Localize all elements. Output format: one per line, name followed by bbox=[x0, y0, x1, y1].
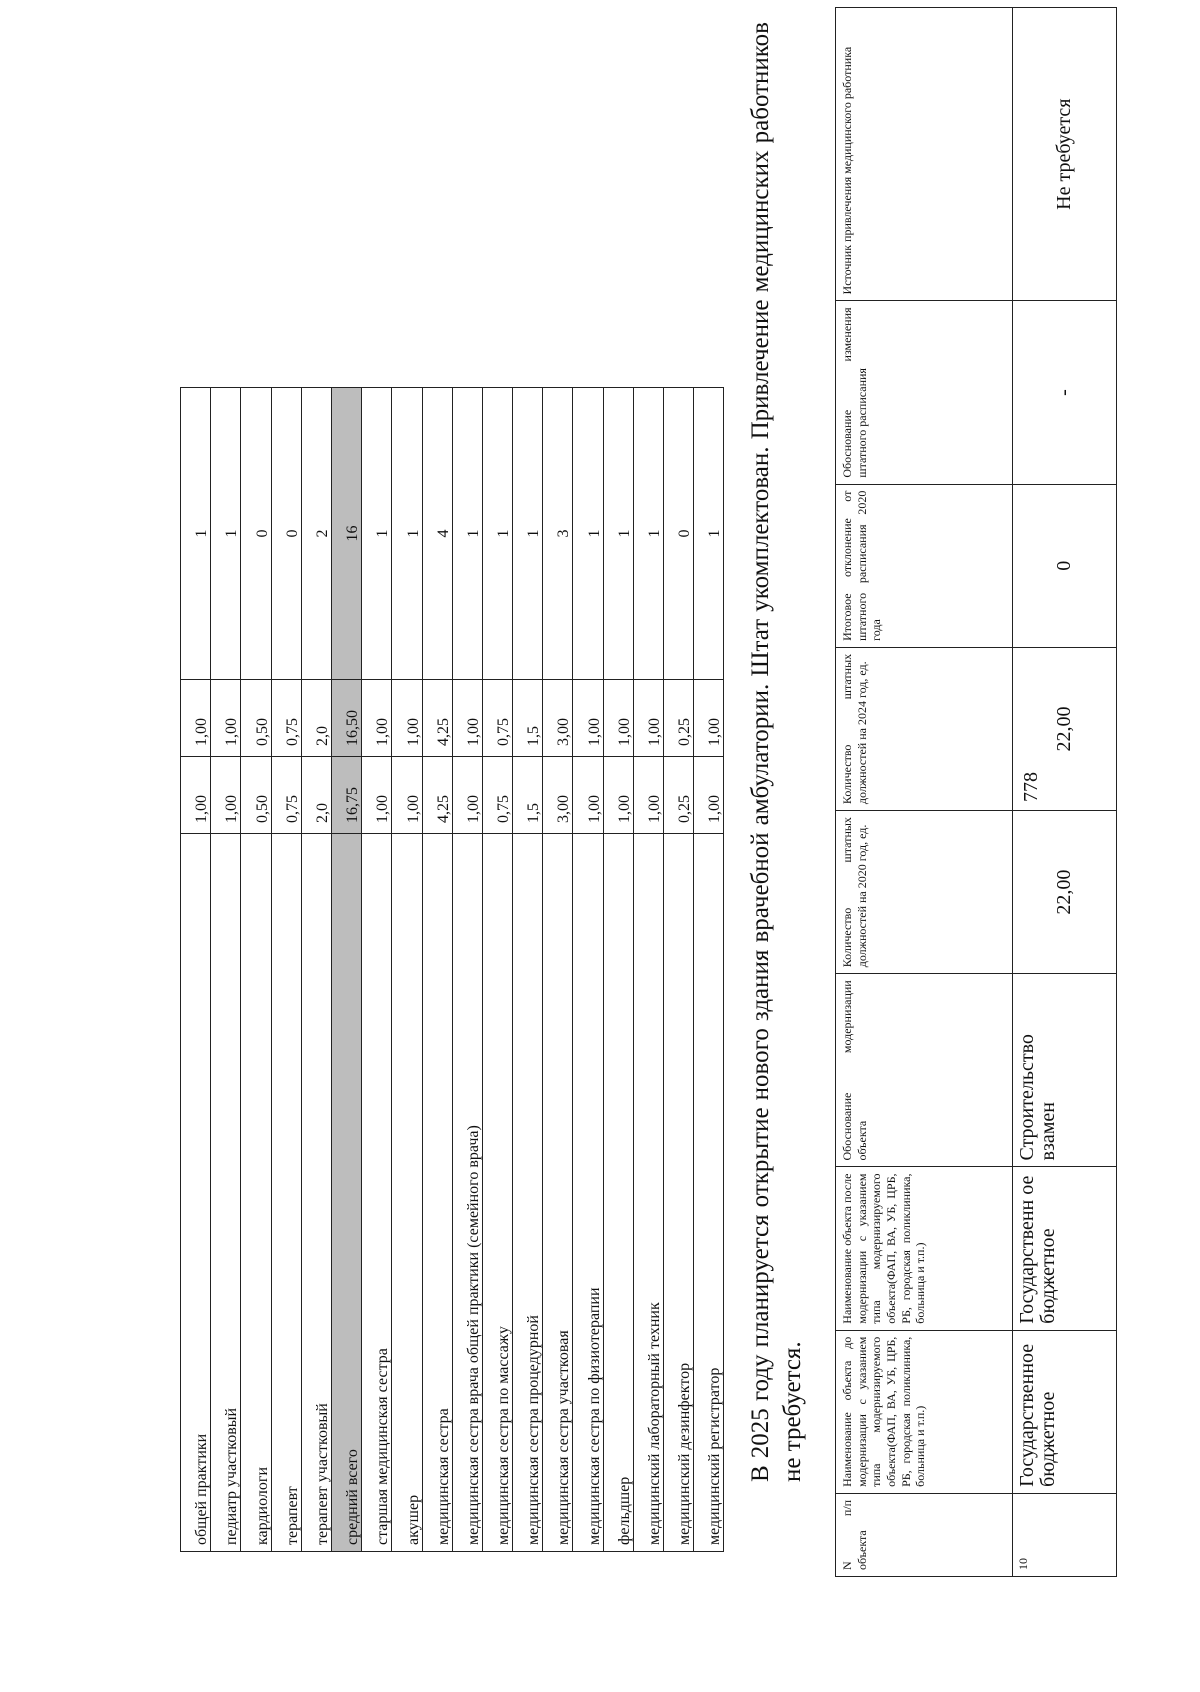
staff-2020-cell: 16,75 bbox=[331, 757, 361, 834]
staff-count-cell: 0 bbox=[271, 388, 301, 680]
staff-2024-cell: 0,75 bbox=[482, 680, 512, 757]
table-row bbox=[301, 388, 331, 1552]
table-row bbox=[181, 388, 211, 1552]
position-name-cell: медицинский лабораторный техник bbox=[633, 834, 663, 1552]
position-name-cell: медицинский регистратор bbox=[694, 834, 724, 1552]
position-name-cell: медицинская сестра по массажу bbox=[482, 834, 512, 1552]
position-name-cell: медицинская сестра по физиотерапии bbox=[573, 834, 603, 1552]
staff-2020-cell: 1,00 bbox=[573, 757, 603, 834]
staff-2024-cell: 1,00 bbox=[603, 680, 633, 757]
header-modernization-reason: Обоснование модернизации объекта bbox=[836, 974, 1013, 1167]
header-recruitment-source: Источник привлечения медицинского работника bbox=[836, 8, 1013, 301]
position-name-cell: общей практики bbox=[181, 834, 211, 1552]
staff-count-cell: 1 bbox=[452, 388, 482, 680]
staffing-table bbox=[180, 387, 724, 1552]
page-number: 778 bbox=[1020, 772, 1042, 802]
staff-2020-cell: 1,00 bbox=[694, 757, 724, 834]
table-row bbox=[452, 388, 482, 1552]
staff-count-cell: 1 bbox=[392, 388, 422, 680]
staff-2024-cell: 1,00 bbox=[694, 680, 724, 757]
staff-count-cell: 0 bbox=[241, 388, 271, 680]
staff-2020-cell: 3,00 bbox=[543, 757, 573, 834]
staff-count-cell: 1 bbox=[603, 388, 633, 680]
staff-count-cell: 2 bbox=[301, 388, 331, 680]
table-row bbox=[513, 388, 543, 1552]
staff-2024-cell: 1,00 bbox=[362, 680, 392, 757]
staff-2020-cell: 1,00 bbox=[633, 757, 663, 834]
table-row bbox=[331, 388, 361, 1552]
position-name-cell: медицинский дезинфектор bbox=[664, 834, 694, 1552]
staff-2024-cell: 2,0 bbox=[301, 680, 331, 757]
cell-object-before: Государственное бюджетное bbox=[1013, 1330, 1117, 1493]
cell-staff-2020: 22,00 bbox=[1013, 811, 1117, 974]
staff-count-cell: 1 bbox=[633, 388, 663, 680]
staff-2020-cell: 1,00 bbox=[362, 757, 392, 834]
staff-2024-cell: 4,25 bbox=[422, 680, 452, 757]
staff-count-cell: 0 bbox=[664, 388, 694, 680]
staff-count-cell: 3 bbox=[543, 388, 573, 680]
table-row bbox=[603, 388, 633, 1552]
staff-2024-cell: 1,5 bbox=[513, 680, 543, 757]
staff-2020-cell: 0,75 bbox=[482, 757, 512, 834]
staff-2020-cell: 1,00 bbox=[603, 757, 633, 834]
staff-2020-cell: 1,00 bbox=[452, 757, 482, 834]
staff-count-cell: 1 bbox=[513, 388, 543, 680]
table-row bbox=[422, 388, 452, 1552]
position-name-cell: акушер bbox=[392, 834, 422, 1552]
cell-modernization-reason: Строительство взамен bbox=[1013, 974, 1117, 1167]
table-row bbox=[482, 388, 512, 1552]
table-row bbox=[362, 388, 392, 1552]
staff-2024-cell: 1,00 bbox=[392, 680, 422, 757]
table-row bbox=[664, 388, 694, 1552]
staff-count-cell: 1 bbox=[181, 388, 211, 680]
staff-count-cell: 1 bbox=[362, 388, 392, 680]
staff-2024-cell: 1,00 bbox=[181, 680, 211, 757]
position-name-cell: медицинская сестра процедурной bbox=[513, 834, 543, 1552]
staff-count-cell: 16 bbox=[331, 388, 361, 680]
cell-staff-2024: 22,00 bbox=[1013, 647, 1117, 810]
staff-2020-cell: 2,0 bbox=[301, 757, 331, 834]
staff-2024-cell: 3,00 bbox=[543, 680, 573, 757]
staff-2024-cell: 1,00 bbox=[211, 680, 241, 757]
cell-object-number: 10 bbox=[1013, 1493, 1117, 1576]
staff-2020-cell: 0,50 bbox=[241, 757, 271, 834]
staff-2020-cell: 1,00 bbox=[211, 757, 241, 834]
staff-2024-cell: 0,50 bbox=[241, 680, 271, 757]
cell-change-reason: - bbox=[1013, 301, 1117, 484]
position-name-cell: медицинская сестра участковая bbox=[543, 834, 573, 1552]
table-row bbox=[392, 388, 422, 1552]
cell-deviation: 0 bbox=[1013, 484, 1117, 647]
staff-count-cell: 1 bbox=[573, 388, 603, 680]
body-paragraph: В 2025 году планируется открытие нового здания врачебной амбулатории. Штат укомплектован. Привлечение медицинских работников не требуется. bbox=[747, 22, 806, 1482]
table-row bbox=[573, 388, 603, 1552]
staff-2020-cell: 0,75 bbox=[271, 757, 301, 834]
staff-2020-cell: 1,5 bbox=[513, 757, 543, 834]
header-object-before: Наименование объекта до модернизации с указанием типа модернизируемого объекта(ФАП, ВА, УБ, ЦРБ, РБ, городская поликлиника, больница и т.п.) bbox=[836, 1330, 1013, 1493]
staff-2024-cell: 16,50 bbox=[331, 680, 361, 757]
position-name-cell: медицинская сестра bbox=[422, 834, 452, 1552]
position-name-cell: фельдшер bbox=[603, 834, 633, 1552]
position-name-cell: кардиологи bbox=[241, 834, 271, 1552]
staff-count-cell: 1 bbox=[694, 388, 724, 680]
modernization-table bbox=[835, 7, 1117, 1577]
staff-count-cell: 1 bbox=[482, 388, 512, 680]
header-deviation: Итоговое отклонение от штатного расписания 2020 года bbox=[836, 484, 1013, 647]
staff-2024-cell: 1,00 bbox=[633, 680, 663, 757]
table-row bbox=[633, 388, 663, 1552]
table-row bbox=[271, 388, 301, 1552]
staff-2020-cell: 1,00 bbox=[392, 757, 422, 834]
position-name-cell: средний всего bbox=[331, 834, 361, 1552]
staff-2020-cell: 0,25 bbox=[664, 757, 694, 834]
header-object-number: N п/п объекта bbox=[836, 1493, 1013, 1576]
header-change-reason: Обоснование изменения штатного расписания bbox=[836, 301, 1013, 484]
position-name-cell: медицинская сестра врача общей практики (семейного врача) bbox=[452, 834, 482, 1552]
staff-2020-cell: 1,00 bbox=[181, 757, 211, 834]
table-header-row bbox=[836, 8, 1013, 1577]
position-name-cell: педиатр участковый bbox=[211, 834, 241, 1552]
staff-2024-cell: 1,00 bbox=[452, 680, 482, 757]
header-staff-2024: Количество штатных должностей на 2024 год, ед. bbox=[836, 647, 1013, 810]
table-row bbox=[694, 388, 724, 1552]
staff-2020-cell: 4,25 bbox=[422, 757, 452, 834]
cell-recruitment-source: Не требуется bbox=[1013, 8, 1117, 301]
position-name-cell: терапевт участковый bbox=[301, 834, 331, 1552]
header-staff-2020: Количество штатных должностей на 2020 год, ед. bbox=[836, 811, 1013, 974]
table-row bbox=[211, 388, 241, 1552]
staff-2024-cell: 0,25 bbox=[664, 680, 694, 757]
staff-2024-cell: 1,00 bbox=[573, 680, 603, 757]
header-object-after: Наименование объекта после модернизации с указанием типа модернизируемого объекта(ФАП, ВА, УБ, ЦРБ, РБ, городская поликлиника, больница и т.п.) bbox=[836, 1167, 1013, 1330]
position-name-cell: терапевт bbox=[271, 834, 301, 1552]
cell-object-after: Государственн ое бюджетное bbox=[1013, 1167, 1117, 1330]
position-name-cell: старшая медицинская сестра bbox=[362, 834, 392, 1552]
table-row bbox=[543, 388, 573, 1552]
staff-count-cell: 1 bbox=[211, 388, 241, 680]
table-row bbox=[241, 388, 271, 1552]
staff-2024-cell: 0,75 bbox=[271, 680, 301, 757]
staff-count-cell: 4 bbox=[422, 388, 452, 680]
